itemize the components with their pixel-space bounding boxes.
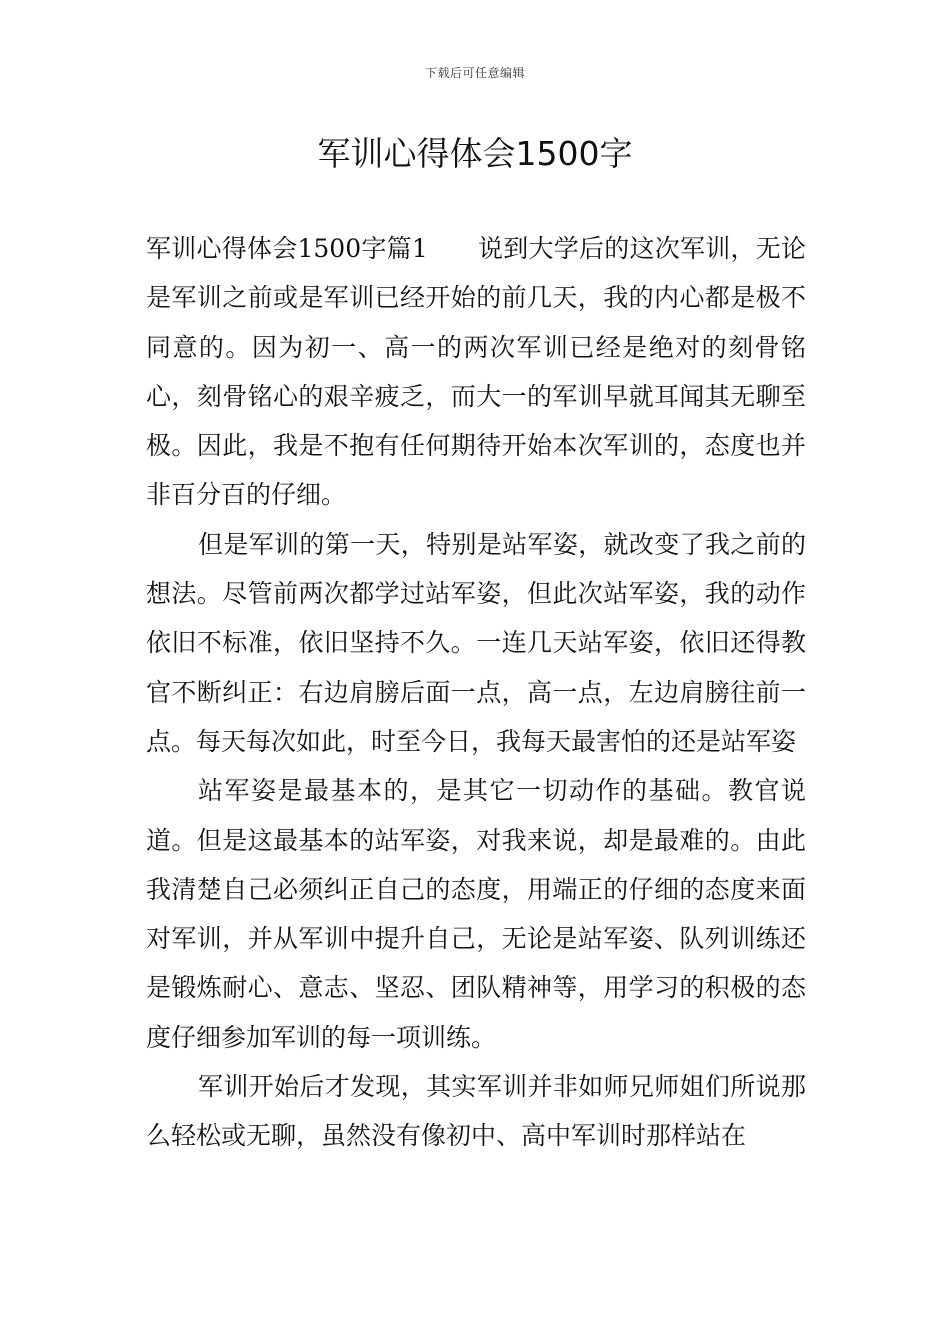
section-heading: 军训心得体会1500字篇1 [146,234,428,263]
page-title: 军训心得体会1500字 [317,134,633,173]
paragraph-2: 但是军训的第一天，特别是站军姿，就改变了我之前的想法。尽管前两次都学过站军姿，但此次站军姿，我的动作依旧不标准，依旧坚持不久。一连几天站军姿，依旧还得教官不断纠正：右边肩膀后面一点，高一点，左边肩膀往前一点。每天每次如此，时至今日，我每天最害怕的还是站军姿 [146,529,806,756]
header-note: 下载后可任意编辑 [424,66,525,80]
paragraph-4: 军训开始后才发现，其实军训并非如师兄师姐们所说那么轻松或无聊，虽然没有像初中、高中军训时那样站在 [146,1072,806,1151]
paragraph-1-text: 说到大学后的这次军训，无论是军训之前或是军训已经开始的前几天，我的内心都是极不同意的。因为初一、高一的两次军训已经是绝对的刻骨铭心，刻骨铭心的艰辛疲乏，而大一的军训早就耳闻其无聊至极。因此，我是不抱有任何期待开始本次军训的，态度也并非百分百的仔细。 [146,234,806,510]
document-body [146,224,806,1161]
paragraph-1 [146,224,806,520]
paragraph-3: 站军姿是最基本的，是其它一切动作的基础。教官说道。但是这最基本的站军姿，对我来说，却是最难的。由此我清楚自己必须纠正自己的态度，用端正的仔细的态度来面对军训，并从军训中提升自己，无论是站军姿、队列训练还是锻炼耐心、意志、坚忍、团队精神等，用学习的积极的态度仔细参加军训的每一项训练。 [146,776,806,1052]
